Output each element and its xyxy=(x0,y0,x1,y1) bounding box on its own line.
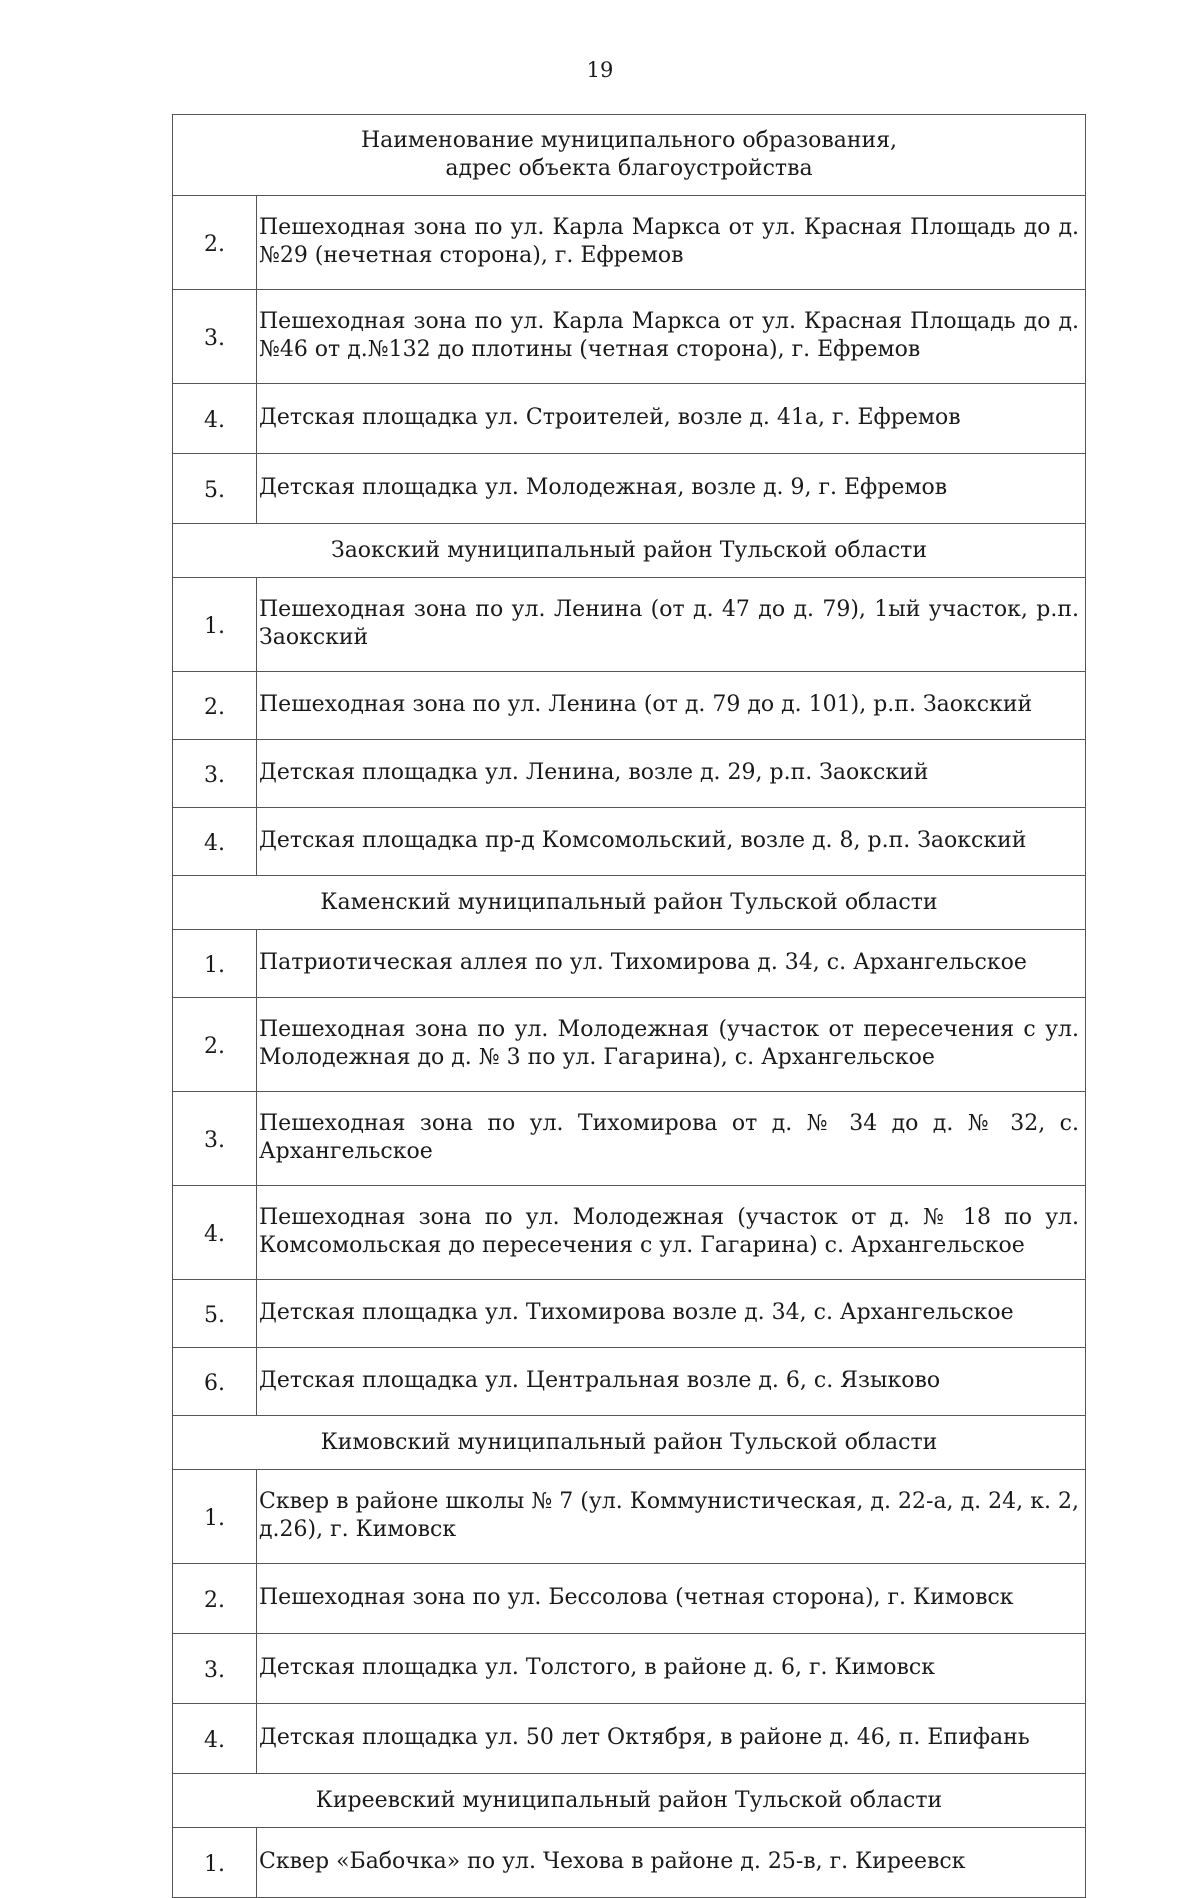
table-row xyxy=(173,1092,1086,1186)
row-address: Детская площадка ул. Центральная возле д. 6, с. Языково xyxy=(257,1348,1086,1416)
page-number: 19 xyxy=(586,58,614,82)
row-address: Детская площадка ул. Тихомирова возле д. 34, с. Архангельское xyxy=(257,1280,1086,1348)
table-header-row xyxy=(173,115,1086,196)
section-row-kimovsky xyxy=(173,1416,1086,1470)
table-row xyxy=(173,578,1086,672)
table-row xyxy=(173,1564,1086,1634)
table-row xyxy=(173,930,1086,998)
row-number: 2. xyxy=(173,1564,257,1634)
table-row xyxy=(173,196,1086,290)
table-row xyxy=(173,1634,1086,1704)
row-number: 3. xyxy=(173,1634,257,1704)
table-row xyxy=(173,1828,1086,1898)
section-row-kireevsky xyxy=(173,1774,1086,1828)
row-address: Сквер «Бабочка» по ул. Чехова в районе д. 25-в, г. Киреевск xyxy=(257,1828,1086,1898)
header-line-2: адрес объекта благоустройства xyxy=(445,156,813,181)
row-address: Детская площадка пр-д Комсомольский, возле д. 8, р.п. Заокский xyxy=(257,808,1086,876)
row-number: 5. xyxy=(173,1280,257,1348)
row-number: 2. xyxy=(173,196,257,290)
section-row-zaoksky xyxy=(173,524,1086,578)
table-row xyxy=(173,454,1086,524)
row-number: 3. xyxy=(173,290,257,384)
row-address: Пешеходная зона по ул. Ленина (от д. 79 до д. 101), р.п. Заокский xyxy=(257,672,1086,740)
section-heading: Кимовский муниципальный район Тульской области xyxy=(173,1416,1086,1470)
row-number: 1. xyxy=(173,1470,257,1564)
row-number: 5. xyxy=(173,454,257,524)
row-address: Детская площадка ул. Толстого, в районе д. 6, г. Кимовск xyxy=(257,1634,1086,1704)
table-header-cell xyxy=(173,115,1086,196)
row-address: Пешеходная зона по ул. Ленина (от д. 47 до д. 79), 1ый участок, р.п. Заокский xyxy=(257,578,1086,672)
table-row xyxy=(173,998,1086,1092)
row-number: 3. xyxy=(173,1092,257,1186)
row-address: Пешеходная зона по ул. Карла Маркса от ул. Красная Площадь до д. №29 (нечетная сторона), г. Ефремов xyxy=(257,196,1086,290)
row-number: 4. xyxy=(173,1186,257,1280)
row-number: 3. xyxy=(173,740,257,808)
row-number: 2. xyxy=(173,672,257,740)
row-address: Детская площадка ул. 50 лет Октября, в районе д. 46, п. Епифань xyxy=(257,1704,1086,1774)
table-row xyxy=(173,384,1086,454)
header-line-1: Наименование муниципального образования, xyxy=(360,128,898,153)
row-number: 1. xyxy=(173,930,257,998)
section-heading: Заокский муниципальный район Тульской области xyxy=(173,524,1086,578)
row-address: Пешеходная зона по ул. Бессолова (четная сторона), г. Кимовск xyxy=(257,1564,1086,1634)
section-row-kamensky xyxy=(173,876,1086,930)
table-row xyxy=(173,290,1086,384)
row-address: Сквер в районе школы № 7 (ул. Коммунистическая, д. 22-а, д. 24, к. 2, д.26), г. Кимовск xyxy=(257,1470,1086,1564)
row-number: 1. xyxy=(173,1828,257,1898)
row-address: Пешеходная зона по ул. Молодежная (участок от д. № 18 по ул. Комсомольская до пересечения с ул. Гагарина) с. Архангельское xyxy=(257,1186,1086,1280)
row-address: Патриотическая аллея по ул. Тихомирова д. 34, с. Архангельское xyxy=(257,930,1086,998)
table-row xyxy=(173,1470,1086,1564)
section-heading: Киреевский муниципальный район Тульской области xyxy=(173,1774,1086,1828)
row-number: 4. xyxy=(173,384,257,454)
table-row xyxy=(173,1280,1086,1348)
row-number: 1. xyxy=(173,578,257,672)
row-number: 2. xyxy=(173,998,257,1092)
row-address: Пешеходная зона по ул. Молодежная (участок от пересечения с ул. Молодежная до д. № 3 по ул. Гагарина), с. Архангельское xyxy=(257,998,1086,1092)
row-address: Детская площадка ул. Строителей, возле д. 41а, г. Ефремов xyxy=(257,384,1086,454)
row-number: 4. xyxy=(173,1704,257,1774)
table-row xyxy=(173,740,1086,808)
row-address: Пешеходная зона по ул. Карла Маркса от ул. Красная Площадь до д. №46 от д.№132 до плотины (четная сторона), г. Ефремов xyxy=(257,290,1086,384)
table-row xyxy=(173,1186,1086,1280)
table-row xyxy=(173,808,1086,876)
improvement-objects-table xyxy=(172,114,1086,1898)
row-number: 4. xyxy=(173,808,257,876)
table-row xyxy=(173,1348,1086,1416)
row-address: Детская площадка ул. Молодежная, возле д. 9, г. Ефремов xyxy=(257,454,1086,524)
row-address: Детская площадка ул. Ленина, возле д. 29, р.п. Заокский xyxy=(257,740,1086,808)
row-number: 6. xyxy=(173,1348,257,1416)
row-address: Пешеходная зона по ул. Тихомирова от д. № 34 до д. № 32, с. Архангельское xyxy=(257,1092,1086,1186)
section-heading: Каменский муниципальный район Тульской области xyxy=(173,876,1086,930)
table-row xyxy=(173,672,1086,740)
table-row xyxy=(173,1704,1086,1774)
